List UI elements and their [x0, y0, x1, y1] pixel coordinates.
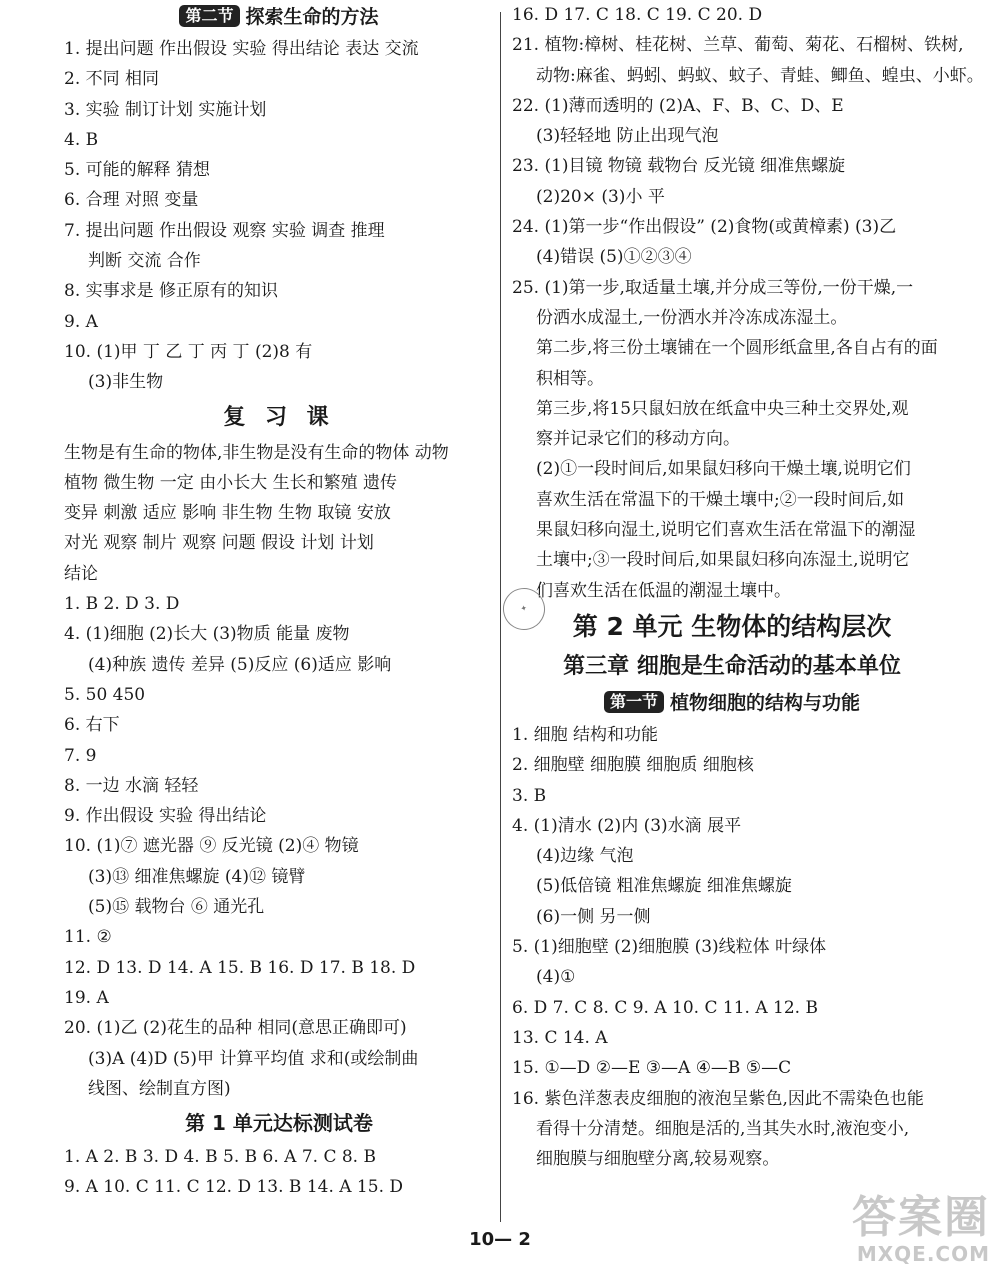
answer-line: 22. (1)薄而透明的 (2)A、F、B、C、D、E: [512, 95, 844, 116]
answer-line: 6. D 7. C 8. C 9. A 10. C 11. A 12. B: [512, 997, 818, 1018]
answer-line: 16. 紫色洋葱表皮细胞的液泡呈紫色,因此不需染色也能: [512, 1088, 924, 1109]
answer-line: 10. (1)⑦ 遮光器 ⑨ 反光镜 (2)④ 物镜: [64, 836, 359, 857]
answer-line: 24. (1)第一步“作出假设” (2)食物(或黄樟素) (3)乙: [512, 217, 897, 238]
right-column: [512, 0, 984, 1174]
answer-line: 果鼠妇移向湿土,说明它们喜欢生活在常温下的潮湿: [536, 520, 916, 541]
answer-line: 4. (1)清水 (2)内 (3)水滴 展平: [512, 815, 742, 836]
answer-line: 土壤中;③一段时间后,如果鼠妇移向冻湿土,说明它: [536, 550, 910, 571]
answer-line: (5)⑮ 载物台 ⑥ 通光孔: [88, 897, 265, 918]
answer-line: (3)非生物: [88, 372, 164, 393]
answer-line: 结论: [64, 563, 98, 584]
answer-line: 1. B 2. D 3. D: [64, 594, 180, 615]
answer-line: 9. A: [64, 311, 98, 332]
answer-line: 6. 合理 对照 变量: [64, 190, 199, 211]
answer-line: (4)种族 遗传 差异 (5)反应 (6)适应 影响: [88, 654, 392, 675]
answer-line: 对光 观察 制片 观察 问题 假设 计划 计划: [64, 533, 374, 554]
answer-line: 份洒水成湿土,一份洒水并冷冻成冻湿土。: [536, 307, 848, 328]
answer-line: 9. A 10. C 11. C 12. D 13. B 14. A 15. D: [64, 1177, 404, 1198]
answer-line: 1. A 2. B 3. D 4. B 5. B 6. A 7. C 8. B: [64, 1147, 376, 1168]
answer-line: (2)①一段时间后,如果鼠妇移向干燥土壤,说明它们: [536, 459, 911, 480]
column-divider: [500, 12, 501, 1222]
answer-line: (3)轻轻地 防止出现气泡: [536, 126, 719, 147]
answer-line: 2. 不同 相同: [64, 69, 160, 90]
answer-line: 7. 9: [64, 745, 97, 766]
watermark-url: MXQE.COM: [856, 1242, 990, 1266]
answer-line: 4. B: [64, 129, 99, 150]
answer-line: 喜欢生活在常温下的干燥土壤中;②一段时间后,如: [536, 489, 905, 510]
answer-line: 16. D 17. C 18. C 19. C 20. D: [512, 5, 763, 25]
answer-line: 第二步,将三份土壤铺在一个圆形纸盒里,各自占有的面: [536, 338, 938, 359]
answer-line: 动物:麻雀、蚂蚓、蚂蚁、蚊子、青蛙、鲫鱼、蝗虫、小虾。: [536, 65, 984, 86]
review-heading: 复 习 课: [223, 404, 335, 430]
answer-line: 7. 提出问题 作出假设 观察 实验 调查 推理: [64, 220, 385, 241]
answer-line: 23. (1)目镜 物镜 载物台 反光镜 细准焦螺旋: [512, 156, 846, 177]
answer-line: 5. 50 450: [64, 684, 146, 705]
answer-line: (2)20× (3)小 平: [536, 186, 665, 207]
answer-line: 10. (1)甲 丁 乙 丁 丙 丁 (2)8 有: [64, 341, 313, 362]
answer-line: 察并记录它们的移动方向。: [536, 429, 740, 450]
answer-line: 看得十分清楚。细胞是活的,当其失水时,液泡变小,: [536, 1118, 910, 1139]
answer-line: 判断 交流 合作: [88, 251, 201, 272]
unit-1-test-heading: 第 1 单元达标测试卷: [185, 1111, 373, 1136]
answer-line: 4. (1)细胞 (2)长大 (3)物质 能量 废物: [64, 624, 350, 645]
section-2-tag: 第二节: [179, 5, 239, 27]
answer-line: 积相等。: [536, 368, 604, 389]
answer-line: (3)⑬ 细准焦螺旋 (4)⑫ 镜臂: [88, 866, 306, 887]
answer-line: 25. (1)第一步,取适量土壤,并分成三等份,一份干燥,一: [512, 277, 914, 298]
answer-line: 3. 实验 制订计划 实施计划: [64, 99, 267, 120]
answer-line: 植物 微生物 一定 由小长大 生长和繁殖 遗传: [64, 472, 398, 493]
section-1-heading: [512, 686, 952, 720]
answer-line: 2. 细胞壁 细胞膜 细胞质 细胞核: [512, 755, 754, 776]
chapter-3-heading: 第三章 细胞是生命活动的基本单位: [563, 653, 901, 679]
answer-line: 1. 细胞 结构和功能: [512, 724, 659, 745]
answer-line: 变异 刺激 适应 影响 非生物 生物 取镜 安放: [64, 503, 391, 524]
unit-2-heading: 第 2 单元 生物体的结构层次: [572, 611, 892, 641]
answer-line: (4)①: [536, 967, 576, 988]
answer-line: (5)低倍镜 粗准焦螺旋 细准焦螺旋: [536, 876, 792, 897]
answer-line: 生物是有生命的物体,非生物是没有生命的物体 动物: [64, 442, 449, 463]
section-1-tag: 第一节: [604, 691, 664, 713]
answer-line: 15. ①—D ②—E ③—A ④—B ⑤—C: [512, 1058, 792, 1079]
answer-line: 5. (1)细胞壁 (2)细胞膜 (3)线粒体 叶绿体: [512, 937, 827, 958]
section-2-heading: [64, 0, 494, 34]
answer-line: 第三步,将15只鼠妇放在纸盒中央三种土交界处,观: [536, 398, 909, 419]
answer-line: 8. 实事求是 修正原有的知识: [64, 281, 279, 302]
section-2-title: 探索生命的方法: [245, 6, 379, 28]
answer-line: 5. 可能的解释 猜想: [64, 160, 211, 181]
answer-line: 21. 植物:樟树、桂花树、兰草、葡萄、菊花、石榴树、铁树,: [512, 35, 964, 56]
answer-line: 1. 提出问题 作出假设 实验 得出结论 表达 交流: [64, 39, 419, 59]
answer-line: (6)一侧 另一侧: [536, 906, 651, 927]
answer-line: 9. 作出假设 实验 得出结论: [64, 806, 267, 827]
watermark-logo: [750, 1193, 990, 1273]
answer-line: 线图、绘制直方图): [88, 1078, 231, 1099]
left-column: [64, 0, 494, 1203]
watermark-main: 答案圈: [852, 1192, 990, 1243]
answer-line: 13. C 14. A: [512, 1027, 608, 1048]
answer-line: 8. 一边 水滴 轻轻: [64, 775, 199, 796]
answer-line: 19. A: [64, 987, 109, 1008]
answer-line: 12. D 13. D 14. A 15. B 16. D 17. B 18. D: [64, 957, 416, 978]
answer-line: 11. ②: [64, 927, 112, 948]
page-number: 10— 2: [469, 1229, 531, 1250]
answer-line: 们喜欢生活在低温的潮湿土壤中。: [536, 580, 791, 601]
answer-line: (4)边缘 气泡: [536, 846, 634, 867]
answer-line: (3)A (4)D (5)甲 计算平均值 求和(或绘制曲: [88, 1048, 419, 1069]
answer-line: 20. (1)乙 (2)花生的品种 相同(意思正确即可): [64, 1018, 407, 1039]
answer-line: 细胞膜与细胞壁分离,较易观察。: [536, 1149, 780, 1170]
answer-line: 3. B: [512, 785, 547, 806]
seal-stamp-icon: ✦: [498, 583, 549, 634]
section-1-title: 植物细胞的结构与功能: [670, 691, 861, 714]
answer-line: (4)错误 (5)①②③④: [536, 247, 692, 268]
answer-line: 6. 右下: [64, 715, 120, 736]
